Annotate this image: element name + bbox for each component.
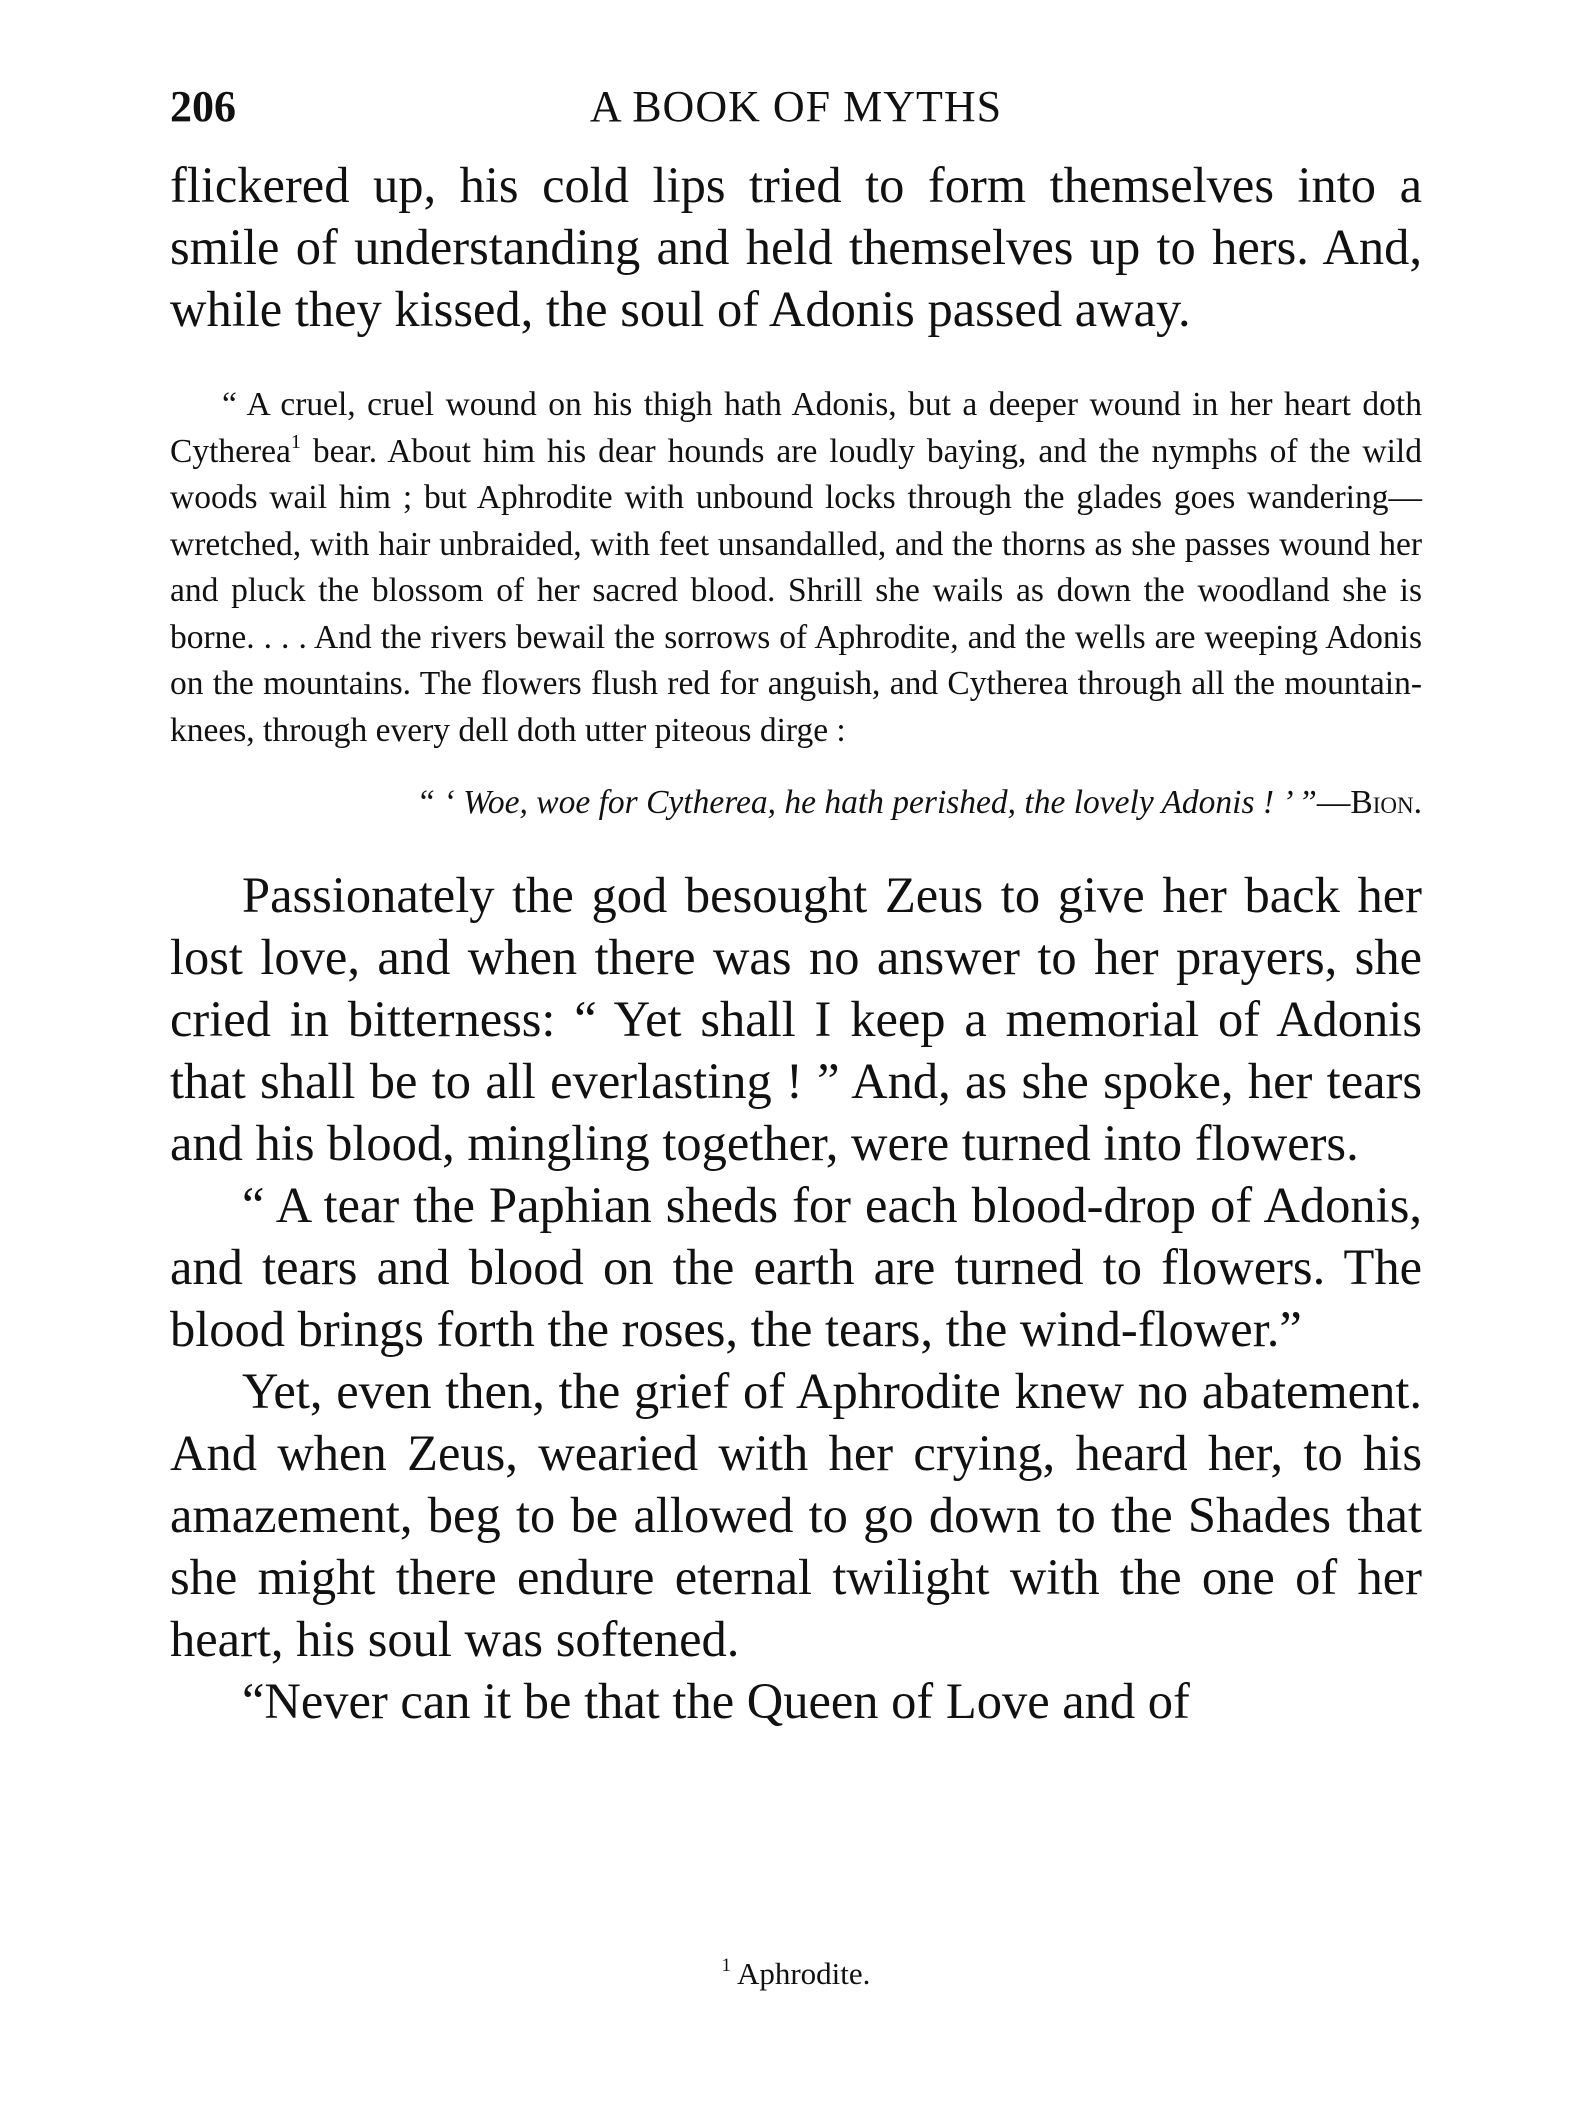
- paragraph: “Never can it be that the Queen of Love and of: [242, 1673, 1190, 1729]
- extract-text-part-1: “ A cruel, cruel wound on his thigh hath Adonis, but a deeper wound in her heart doth Cytherea: [170, 386, 1422, 470]
- footnote: [170, 1954, 1422, 1994]
- paragraph-continuation: flickered up, his cold lips tried to form themselves into a smile of understanding and held themselves up to hers. And, while they kissed, the soul of Adonis passed away.: [170, 157, 1422, 337]
- footnote-text: Aphrodite.: [736, 1956, 871, 1991]
- paragraph: “ A tear the Paphian sheds for each blood-drop of Adonis, and tears and blood on the earth are turned to flowers. The blood brings forth the roses, the tears, the wind-flower.”: [170, 1177, 1422, 1357]
- quoted-extract: [170, 382, 1422, 754]
- footnote-reference: 1: [290, 430, 301, 453]
- attribution-source: —Bion.: [1316, 784, 1422, 821]
- running-title: A BOOK OF MYTHS: [589, 82, 1003, 131]
- paragraph: Yet, even then, the grief of Aphrodite knew no abatement. And when Zeus, wearied with her crying, heard her, to his amazement, beg to be allowed to go down to the Shades that she might there endure eternal twilight with the one of her heart, his soul was softened.: [170, 1363, 1422, 1667]
- footnote-marker: 1: [721, 1954, 731, 1976]
- extract-attribution: [170, 780, 1422, 826]
- extract-text-part-2: bear. About him his dear hounds are loudly baying, and the nymphs of the wild woods wail him ; but Aphrodite with unbound locks through the glades goes wandering—wretched, with hair unbraided, with feet unsandalled, and the thorns as she passes wound her and pluck the blossom of her sacred blood. Shrill she wails as down the woodland she is borne. . . . And the rivers bewail the sorrows of Aphrodite, and the wells are weeping Adonis on the mountains. The flowers flush red for anguish, and Cytherea through all the mountain-knees, through every dell doth utter piteous dirge :: [170, 432, 1422, 749]
- paragraph: Passionately the god besought Zeus to give her back her lost love, and when there was no answer to her prayers, she cried in bitterness: “ Yet shall I keep a memorial of Adonis that shall be to all everlasting ! ” And, as she spoke, her tears and his blood, mingling together, were turned into flowers.: [170, 867, 1422, 1171]
- book-page: [170, 72, 1422, 1991]
- attribution-quote: “ ‘ Woe, woe for Cytherea, he hath perished, the lovely Adonis ! ’ ”: [416, 784, 1317, 821]
- running-head: [170, 72, 1422, 142]
- page-number: 206: [170, 82, 236, 131]
